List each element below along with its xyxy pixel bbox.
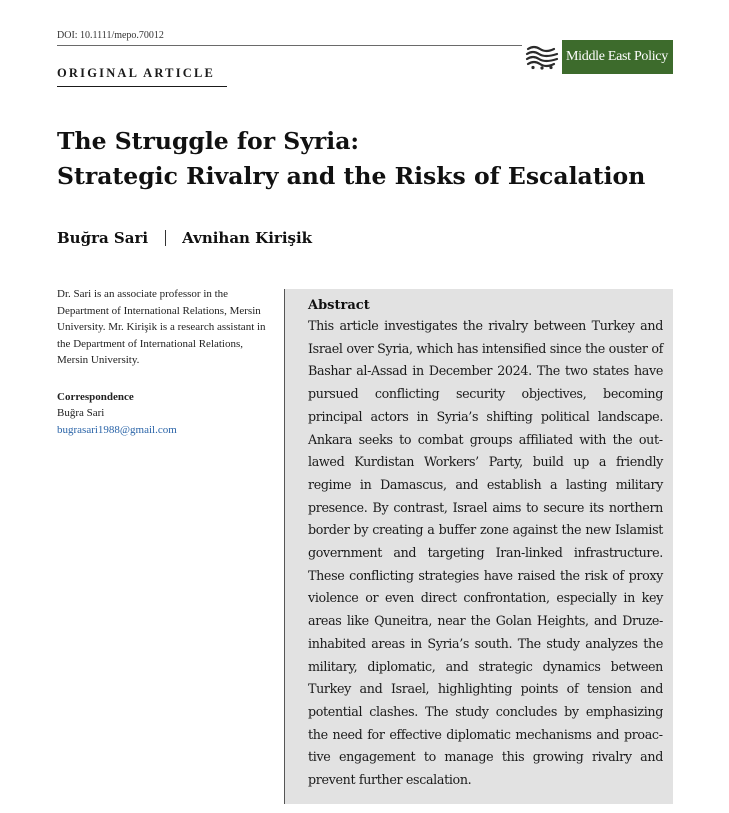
abstract-box xyxy=(284,289,673,804)
doi-line: DOI: 10.1111/mepo.70012 xyxy=(57,30,164,41)
journal-name: Middle East Policy xyxy=(562,40,673,74)
article-type-underline xyxy=(57,86,227,87)
title-line-2: Strategic Rivalry and the Risks of Escalation xyxy=(57,162,646,190)
correspondence-heading: Correspondence xyxy=(57,390,134,403)
journal-logo[interactable] xyxy=(522,40,673,74)
author-bio: Dr. Sari is an associate professor in the Department of International Relations, Mersin University. Mr. Kirişik is a research assistant in the Department of International Relations, Mersin University. xyxy=(57,288,266,366)
author-list xyxy=(57,229,312,247)
author-name[interactable]: Buğra Sari xyxy=(57,229,149,247)
author-name[interactable]: Avnihan Kirişik xyxy=(182,229,313,247)
abstract-text: This article investigates the rivalry between Turkey and Israel over Syria, which has intensified since the ouster of Bashar al-Assad in December 2024. The two states have pursued conflicting security objectives, becoming principal actors in Syria’s shifting political landscape. Ankara seeks to combat groups affiliated with the outlawed Kurdistan Workers’ Party, build up a friendly regime in Damascus, and establish a lasting military presence. By contrast, Israel aims to secure its northern border by creating a buffer zone against the new Islamist government and targeting Iran-linked infrastructure. These conflicting strategies have raised the risk of proxy violence or even direct confrontation, especially in key areas like Quneitra, near the Golan Heights, and Druze-inhabited areas in Syria’s south. The study analyzes the military, diplomatic, and strategic dynamics between Turkey and Israel, highlighting points of tension and potential clashes. The study concludes by emphasizing the need for effective diplomatic mechanisms and proactive engagement to manage this growing rivalry and prevent further escalation. xyxy=(308,318,663,788)
author-separator xyxy=(165,230,166,246)
title-line-1: The Struggle for Syria: xyxy=(57,127,360,155)
correspondence-name: Buğra Sari xyxy=(57,407,105,419)
article-type-label: ORIGINAL ARTICLE xyxy=(57,66,216,80)
journal-emblem-icon xyxy=(522,40,562,74)
author-sidebar xyxy=(57,286,269,438)
article-title xyxy=(57,124,697,194)
correspondence-email-link[interactable]: bugrasari1988@gmail.com xyxy=(57,423,177,436)
abstract-heading: Abstract xyxy=(308,298,370,313)
